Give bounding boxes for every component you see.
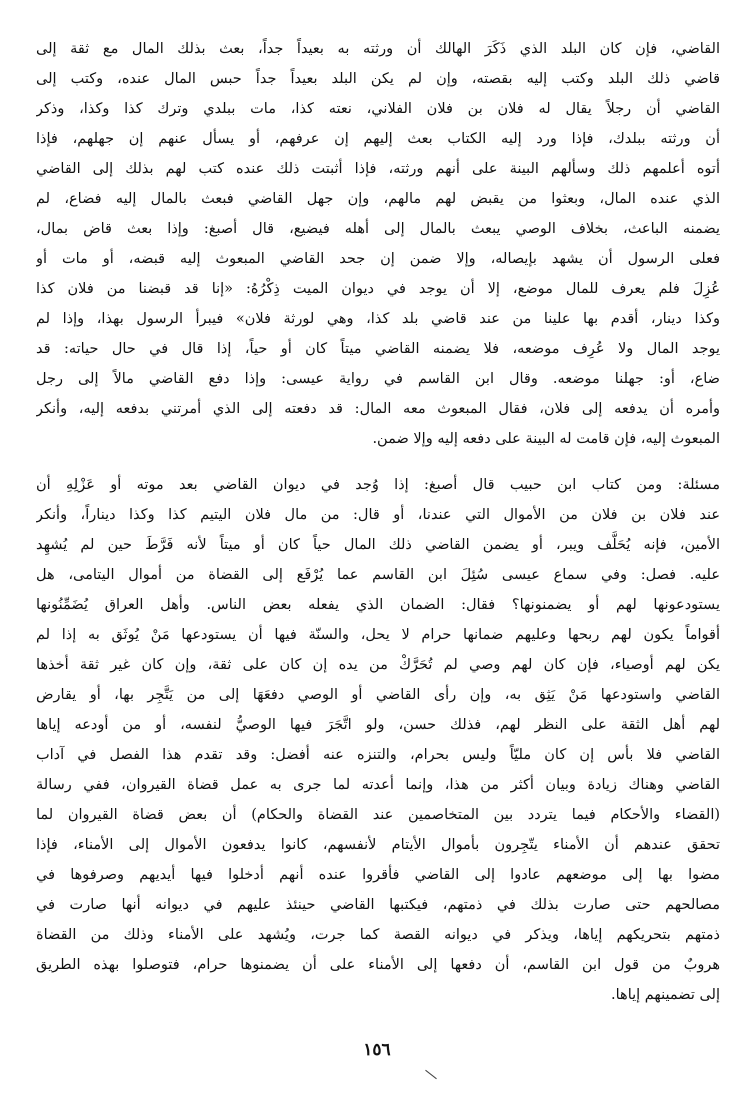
paragraph-2-line: ذمتهم بتحريكهم إياها، ويذكر في ديوانه القصة كما جرت، ويُشهد على الأمناء وذلك من القضاة [36,927,720,943]
paragraph-1-line: القاضي، فإن كان البلد الذي ذَكَرَ الهالك أن ورثته به بعيداً جداً، بعث بذلك المال مع ثقة إلى [36,41,720,57]
paragraph-1-line: وكذا دينار، أقدم بها علينا من عند قاضي بلد كذا، وهي لورثة فلان» فيبرأ الرسول بهذا، وإذا لم [36,311,720,327]
paragraph-2-line: القاضي فلا بأس إن كان مليّاً وليس بحرام، والتنزه عنه أفضل: وقد تقدم هذا الفصل في آداب [36,747,720,763]
paragraph-1-line: قاضي ذلك البلد وكتب إليه بقصته، وإن لم يكن البلد بعيداً جداً حبس المال عنده، وكتب إلى [36,71,720,87]
paragraph-2-line: يستودعونها لهم أو يضمنونها؟ فقال: الضمان الذي يفعله بعض الناس. وأهل العراق يُضَمِّنُونها [36,597,720,613]
paragraph-1-line: أن ورثته ببلدك، فإذا ورد إليه الكتاب بعث إليهم إن عرفهم، أو يسأل عنهم إن جهلهم، فإذا [36,131,720,147]
paragraph-2-line: عند فلان بن فلان من الأموال التي عندنا، أو قال: من مال فلان اليتيم كذا وكذا ديناراً، وأنكر [36,507,720,523]
paragraph-2-line: مضوا بها إلى موضعهم عادوا إلى القاضي فأقروا عنده أنهم أدخلوا فيها أيديهم وصرفوها في [36,867,720,883]
scan-mark [425,1070,437,1079]
paragraph-1-line: المبعوث إليه، فإن قامت له البينة على دفعه إليه وإلا ضمن. [372,431,720,447]
paragraph-2-line: القاضي وهناك زيادة وبيان أكثر من هذا، وإنما أعدته لما جرى به عمل قضاة القيروان، ففي رسالة [36,777,720,793]
paragraph-1-line: يوجد المال ولا عُرِف موضعه، فلا يضمنه القاضي ميتاً كان أو حياً، إذا قال في حال حياته: قد [36,341,720,357]
page-number: ١٥٦ [363,1040,391,1060]
paragraph-2-line: مصالحهم حتى صارت بذلك في ذمتهم، فيكتبها القاضي حينئذ عليهم في ديوانه أنها صارت في [36,897,720,913]
paragraph-2-line: (القضاء والأحكام فيما يتردد بين المتخاصمين عند القضاة والحكام) أن بعض قضاة القيروان لما [36,807,720,823]
paragraph-2-line: مسئلة: ومن كتاب ابن حبيب قال أصبغ: إذا وُجد في ديوان القاضي بعد موته أو عَزْلِهِ أن [36,477,720,493]
paragraph-1-line: الذي عنده المال، وبعثوا من يقبض لهم مالهم، وإن جهل القاضي فبعث بالمال إليه فضاع، لم [36,191,720,207]
paragraph-1-line: فعلى الرسول أن يشهد بإيصاله، وإلا ضمن إن جحد القاضي المبعوث إليه قبضه، أو مات أو [36,251,720,267]
paragraph-1-line: القاضي أن رجلاً يقال له فلان بن فلان الفلاني، نعته كذا، مات ببلدي وترك كذا وكذا، وذكر [36,101,720,117]
paragraph-2-line: تحقق عندهم أن الأمناء يتّجِرون بأموال الأيتام لأنفسهم، كانوا يدفعون الأموال إلى الأمناء، فإذا [36,837,720,853]
paragraph-1 [36,34,720,454]
paragraph-1-line: أتوه أعلمهم ذلك وسألهم البينة على أنهم ورثته، فإذا أثبتت ذلك عنده كتب لهم بذلك إلى القاضي [36,161,720,177]
paragraph-1-line: ضاع، أو: جهلنا موضعه. وقال ابن القاسم في رواية عيسى: وإذا دفع القاضي مالاً إلى رجل [36,371,720,387]
paragraph-1-line: وأمره أن يدفعه إلى فلان، فقال المبعوث معه المال: قد دفعته إلى الذي أمرتني بدفعه إليه، وأنكر [36,401,720,417]
paragraph-2-line: القاضي واستودعها مَنْ يَثِق به، وإن رأى القاضي أو الوصي دفعَهَا إلى من يَتَّجِر بها، أو يقارض [36,687,720,703]
paragraph-2-line: هروبٌ من قول ابن القاسم، أن دفعها إلى الأمناء على أن يضمنوها حرام، فتوصلوا بهذه الطريق [36,957,720,973]
paragraph-2-line: الأمين، فإنه يُحَلَّف ويبر، أو يضمن القاضي ذلك المال حياً كان أو ميتاً لأنه فَرَّطَ حين لم يُشهِد [36,537,720,553]
paragraph-2-line: يكن لهم أوصياء، فإن كان لهم وصي لم تُحَرَّكْ من يده إن كان على ثقة، وإن كان غير ثقة أخذها [36,657,720,673]
paragraph-1-line: عُزِلَ فلم يعرف للمال موضع، إلا أن يوجد في ديوان الميت ذِكْرُهُ: «إنا قد قبضنا من فلان كذا [36,281,720,297]
paragraph-2-line: إلى تضمينهم إياها. [611,987,720,1003]
paragraph-2-line: عليه. فصل: وفي سماع عيسى سُئِلَ ابن القاسم عما يُرْفَع إلى القضاة من أموال اليتامى، هل [36,567,720,583]
paragraph-2-line: لهم أهل الثقة على النظر لهم، فذلك حسن، ولو اتَّجَرَ فيها الوصيُّ لنفسه، أو من أودعه إياها [36,717,720,733]
paragraph-2-line: أقواماً يكون لهم ربحها وعليهم ضمانها حرام لا يحل، والسنّة فيها أن يستودعها مَنْ يُوثَق به إذا لم [36,627,720,643]
paragraph-1-line: يضمنه الباعث، بخلاف الوصي يبعث بالمال إلى أهله فيضيع، قال أصبغ: وإذا بعث قاض بمال، [36,221,720,237]
paragraph-2 [36,470,720,1010]
